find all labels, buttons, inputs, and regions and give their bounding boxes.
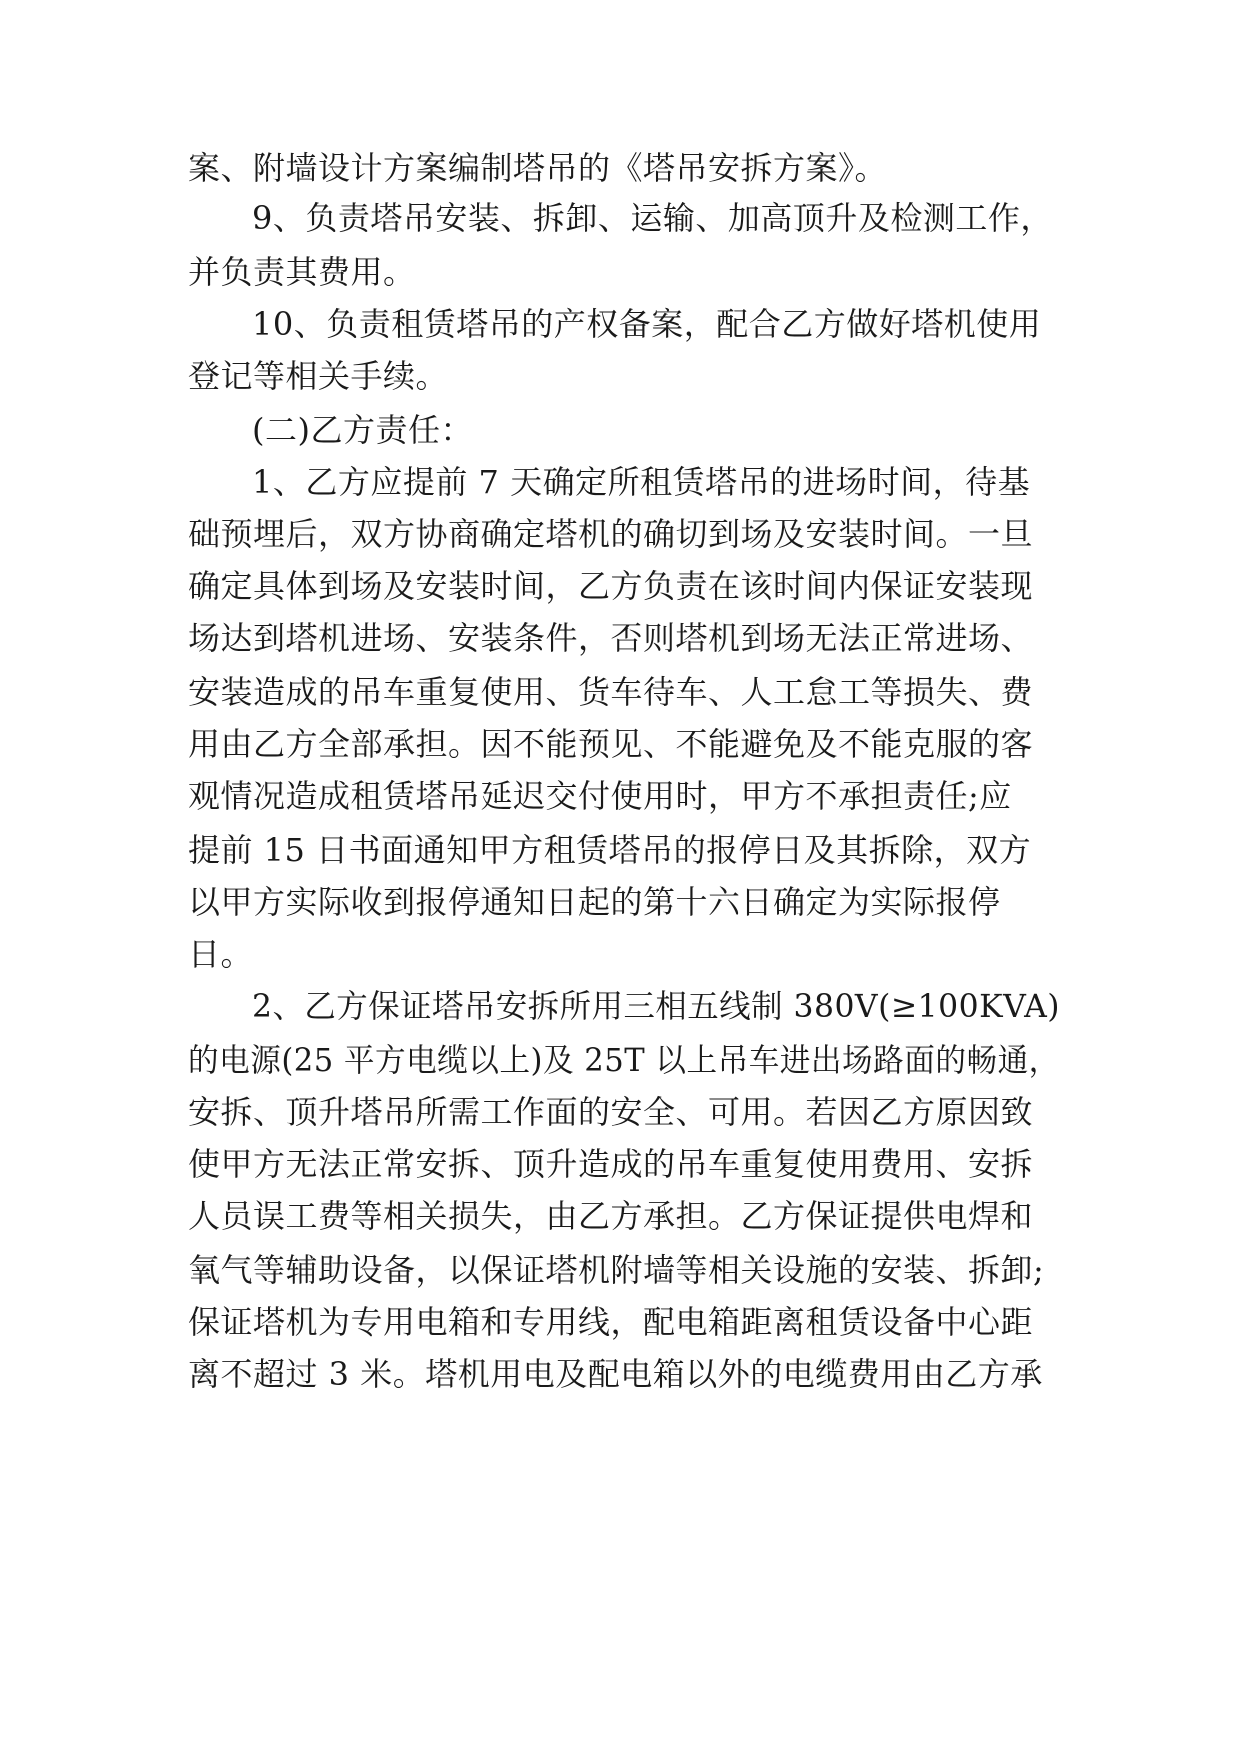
text-line: 并负责其费用。 (188, 253, 416, 291)
text-line: 1、乙方应提前 7 天确定所租赁塔吊的进场时间，待基 (252, 463, 1031, 501)
text-line: 日。 (188, 935, 254, 973)
text-line: 观情况造成租赁塔吊延迟交付使用时，甲方不承担责任;应 (188, 777, 1012, 815)
text-line: 使甲方无法正常安拆、顶升造成的吊车重复使用费用、安拆 (188, 1145, 1034, 1183)
text-line: 人员误工费等相关损失，由乙方承担。乙方保证提供电焊和 (188, 1197, 1034, 1235)
text-line: 以甲方实际收到报停通知日起的第十六日确定为实际报停 (188, 883, 1001, 921)
text-line: 础预埋后，双方协商确定塔机的确切到场及安装时间。一旦 (188, 515, 1034, 553)
text-line: 登记等相关手续。 (188, 357, 449, 395)
text-line: 确定具体到场及安装时间，乙方负责在该时间内保证安装现 (188, 567, 1034, 605)
text-line: 9、负责塔吊安装、拆卸、运输、加高顶升及检测工作， (252, 199, 1053, 237)
text-line: 2、乙方保证塔吊安拆所用三相五线制 380V(≥100KVA) (252, 987, 1061, 1025)
section-heading: (二)乙方责任： (252, 411, 473, 449)
text-line: 安装造成的吊车重复使用、货车待车、人工怠工等损失、费 (188, 673, 1034, 711)
text-line: 案、附墙设计方案编制塔吊的《塔吊安拆方案》。 (188, 149, 888, 187)
text-line: 提前 15 日书面通知甲方租赁塔吊的报停日及其拆除，双方 (188, 831, 1032, 869)
text-line: 的电源(25 平方电缆以上)及 25T 以上吊车进出场路面的畅通， (188, 1041, 1060, 1079)
text-line: 用由乙方全部承担。因不能预见、不能避免及不能克服的客 (188, 725, 1034, 763)
text-line: 保证塔机为专用电箱和专用线，配电箱距离租赁设备中心距 (188, 1303, 1034, 1341)
text-line: 氧气等辅助设备，以保证塔机附墙等相关设施的安装、拆卸; (188, 1251, 1045, 1289)
text-line: 10、负责租赁塔吊的产权备案，配合乙方做好塔机使用 (252, 305, 1042, 343)
text-line: 安拆、顶升塔吊所需工作面的安全、可用。若因乙方原因致 (188, 1093, 1034, 1131)
text-line: 离不超过 3 米。塔机用电及配电箱以外的电缆费用由乙方承 (188, 1355, 1043, 1393)
text-line: 场达到塔机进场、安装条件，否则塔机到场无法正常进场、 (188, 619, 1034, 657)
